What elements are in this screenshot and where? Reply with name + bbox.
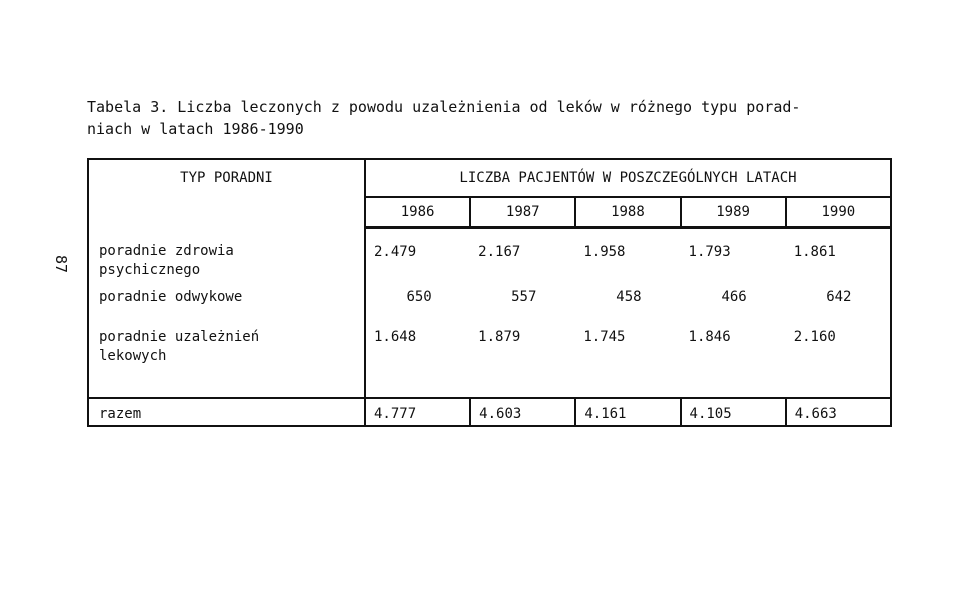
row-label-line: poradnie uzależnień bbox=[99, 328, 260, 345]
table-row bbox=[88, 280, 891, 326]
row-label-addiction bbox=[88, 280, 365, 326]
table-cell: 1.861 bbox=[786, 228, 891, 280]
total-cell: 4.161 bbox=[575, 398, 680, 426]
table-cell: 1.879 bbox=[478, 328, 521, 345]
table-cell: 1.793 bbox=[688, 244, 731, 260]
table-cell: 458 bbox=[616, 288, 642, 305]
year-1990: 1990 bbox=[786, 197, 891, 228]
row-label-line: poradnie odwykowe bbox=[99, 288, 243, 305]
table-caption bbox=[87, 96, 887, 140]
row-label-line: psychicznego bbox=[99, 261, 201, 278]
table-cell: 1.648 bbox=[374, 328, 417, 345]
caption-line-1: Tabela 3. Liczba leczonych z powodu uzależnienia od leków w różnego typu porad- bbox=[87, 98, 801, 116]
row-label-drug-addiction bbox=[88, 326, 365, 398]
total-cell: 4.105 bbox=[681, 398, 786, 426]
page-number: 87 bbox=[52, 254, 71, 274]
year-1986: 1986 bbox=[365, 197, 470, 228]
caption-line-2: niach w latach 1986-1990 bbox=[87, 120, 304, 138]
table-total-row bbox=[88, 398, 891, 426]
table-row bbox=[88, 326, 891, 398]
table-cell: 2.167 bbox=[478, 244, 521, 260]
row-label-line: lekowych bbox=[99, 347, 167, 364]
row-label-line: poradnie zdrowia bbox=[99, 242, 234, 259]
year-1989: 1989 bbox=[681, 197, 786, 228]
total-cell: 4.777 bbox=[365, 398, 470, 426]
table-cell: 1.745 bbox=[583, 328, 626, 345]
table-cell: 557 bbox=[511, 288, 537, 305]
patients-table bbox=[87, 158, 892, 427]
header-patients-by-year: LICZBA PACJENTÓW W POSZCZEGÓLNYCH LATACH bbox=[365, 159, 891, 197]
total-cell: 4.603 bbox=[470, 398, 575, 426]
table-cell: 642 bbox=[786, 280, 891, 326]
table-header-row bbox=[88, 159, 891, 197]
total-label: razem bbox=[88, 398, 365, 426]
row-label-mental-health bbox=[88, 228, 365, 280]
table-cell: 1.958 bbox=[583, 244, 626, 260]
table-cell: 466 bbox=[721, 288, 747, 305]
header-type: TYP PORADNI bbox=[88, 159, 365, 228]
table-cell: 650 bbox=[406, 288, 432, 305]
year-1988: 1988 bbox=[575, 197, 680, 228]
table-cell: 2.479 bbox=[374, 244, 417, 260]
table-cell: 1.846 bbox=[688, 328, 731, 345]
table-cell: 2.160 bbox=[786, 326, 891, 398]
table-row bbox=[88, 228, 891, 280]
total-cell: 4.663 bbox=[786, 398, 891, 426]
year-1987: 1987 bbox=[470, 197, 575, 228]
